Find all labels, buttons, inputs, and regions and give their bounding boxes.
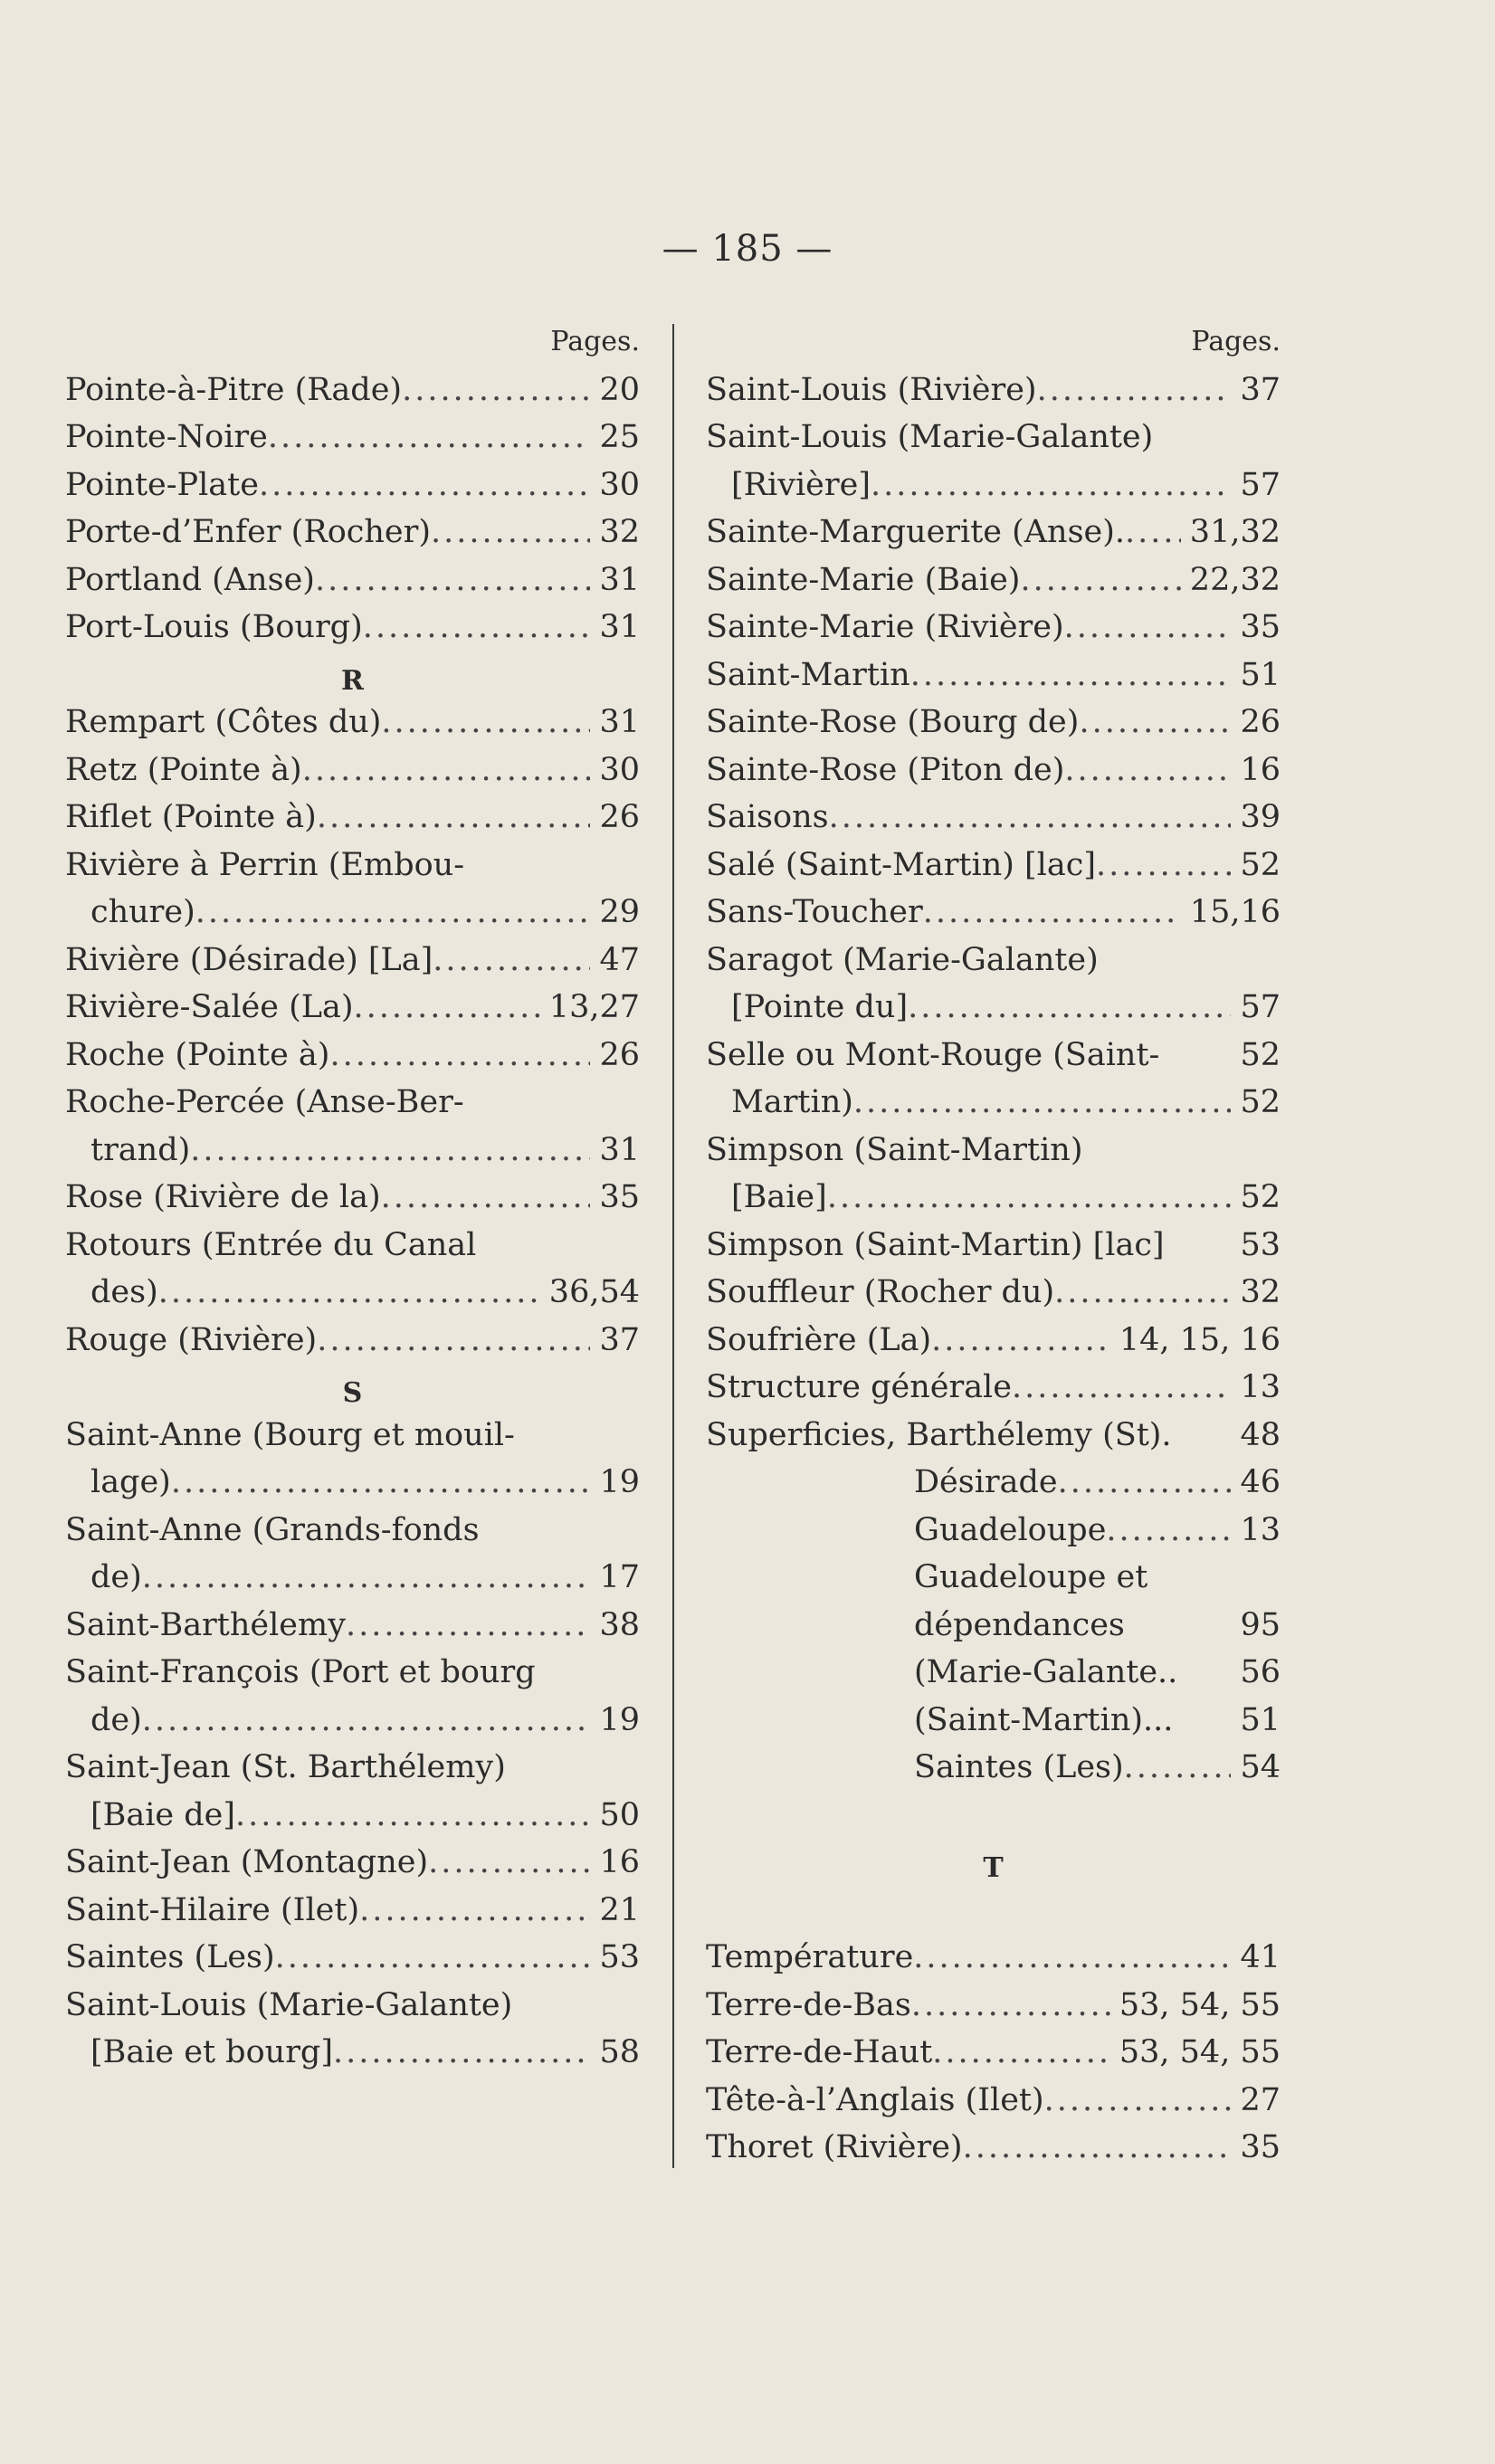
leader-dots: [1064, 604, 1232, 652]
entry-page-number: 53: [599, 1939, 640, 1975]
index-entry-line: Saint-Jean (St. Barthélemy): [65, 1749, 506, 1785]
pages-header: Pages.: [550, 326, 640, 357]
entry-page-number: 58: [599, 2034, 640, 2070]
entry-title: Rose (Rivière de la): [65, 1179, 381, 1215]
entry-title: Saint-Louis (Rivière): [706, 371, 1037, 408]
entry-title: Sans-Toucher: [706, 894, 923, 930]
entry-page-number: 13: [1240, 1369, 1281, 1405]
index-entry: [65, 1697, 640, 1745]
entry-title: trand): [90, 1131, 191, 1168]
leader-dots: [333, 2029, 590, 2077]
leader-dots: [931, 1317, 1110, 1365]
entry-page-number: 31: [599, 609, 640, 645]
index-entry: [65, 1887, 640, 1935]
entry-title: Saint-Martin: [706, 656, 910, 693]
index-entry: [706, 889, 1281, 937]
entry-title: Roche (Pointe à): [65, 1036, 330, 1073]
index-entry: [706, 1222, 1281, 1270]
index-entry: [706, 1079, 1281, 1127]
entry-title: Pointe-Noire: [65, 419, 268, 455]
entry-title: Température: [706, 1939, 914, 1975]
entry-page-number: 39: [1240, 799, 1281, 835]
entry-page-number: 36,54: [548, 1274, 640, 1310]
index-entry: [65, 794, 640, 842]
entry-title: Rivière-Salée (La): [65, 989, 354, 1025]
leader-dots: [1037, 366, 1232, 414]
entry-page-number: 21: [599, 1891, 640, 1928]
leader-dots: [963, 2124, 1232, 2172]
entry-page-number: 32: [1240, 1274, 1281, 1310]
entry-page-number: 48: [1240, 1416, 1281, 1453]
entry-page-number: 14, 15, 16: [1119, 1321, 1281, 1358]
index-entry: [706, 604, 1281, 652]
entry-page-number: 47: [599, 941, 640, 978]
entry-title: Guadeloupe: [914, 1511, 1107, 1548]
leader-dots: [1058, 1459, 1232, 1507]
entry-title: Rempart (Côtes du): [65, 704, 382, 740]
index-entry: [65, 1792, 640, 1840]
index-entry: [65, 1032, 640, 1080]
entry-title: Sainte-Marie (Rivière): [706, 609, 1064, 645]
entry-page-number: 31: [599, 561, 640, 598]
entry-page-number: 52: [1240, 1179, 1281, 1215]
entry-title: Saintes (Les): [914, 1749, 1124, 1785]
entry-page-number: 35: [599, 1179, 640, 1215]
index-entry: [65, 414, 640, 461]
leader-dots: [428, 1839, 590, 1887]
entry-page-number: 19: [599, 1701, 640, 1738]
index-entry: [65, 1459, 640, 1507]
index-entry: [706, 1649, 1281, 1697]
entry-page-number: 26: [599, 799, 640, 835]
leader-dots: [431, 509, 590, 557]
leader-dots: [346, 1602, 590, 1650]
entry-title: Martin): [731, 1084, 853, 1120]
entry-title: des): [90, 1274, 158, 1310]
index-entry: [65, 1317, 640, 1365]
entry-title: Terre-de-Bas: [706, 1986, 911, 2023]
index-entry: [706, 1364, 1281, 1412]
index-entry: [706, 1412, 1281, 1460]
leader-dots: [190, 1127, 590, 1175]
index-entry: [706, 1269, 1281, 1317]
entry-title: Soufrière (La): [706, 1321, 932, 1358]
entry-title: de): [90, 1701, 142, 1738]
index-entry: [706, 984, 1281, 1032]
entry-page-number: 29: [599, 894, 640, 930]
section-letter: S: [342, 1377, 363, 1409]
leader-dots: [913, 1934, 1231, 1982]
entry-page-number: 32: [599, 514, 640, 550]
entry-title: [Pointe du]: [731, 989, 909, 1025]
leader-dots: [871, 461, 1231, 509]
entry-title: Souffleur (Rocher du): [706, 1274, 1055, 1310]
index-entry-line: Rotours (Entrée du Canal: [65, 1226, 477, 1263]
leader-dots: [315, 557, 591, 604]
entry-title: dépendances: [914, 1606, 1125, 1643]
entry-page-number: 53, 54, 55: [1119, 2034, 1281, 2070]
entry-page-number: 95: [1240, 1606, 1281, 1643]
leader-dots: [142, 1697, 591, 1745]
entry-title: Pointe-Plate: [65, 466, 259, 503]
index-entry: [65, 699, 640, 747]
index-entry: [706, 1982, 1281, 2030]
entry-page-number: 20: [599, 371, 640, 408]
index-entry: [706, 1317, 1281, 1365]
leader-dots: [363, 604, 591, 652]
leader-dots: [1012, 1364, 1231, 1412]
entry-page-number: 54: [1240, 1749, 1281, 1785]
entry-page-number: 17: [599, 1559, 640, 1595]
entry-page-number: 37: [599, 1321, 640, 1358]
index-entry: [706, 1174, 1281, 1222]
entry-title: chure): [90, 894, 195, 930]
index-entry-line: Saint-Anne (Bourg et mouil-: [65, 1416, 515, 1453]
entry-page-number: 52: [1240, 1036, 1281, 1073]
column-divider: [672, 324, 674, 2168]
entry-title: Structure générale: [706, 1369, 1012, 1405]
entry-title: Selle ou Mont-Rouge (Saint-: [706, 1036, 1160, 1073]
leader-dots: [1044, 2077, 1232, 2125]
entry-title: Pointe-à-Pitre (Rade): [65, 371, 403, 408]
entry-title: [Baie et bourg]: [90, 2034, 333, 2070]
entry-page-number: 35: [1240, 609, 1281, 645]
entry-title: Port-Louis (Bourg): [65, 609, 363, 645]
leader-dots: [908, 984, 1231, 1032]
section-letter: R: [341, 664, 364, 697]
index-entry: [65, 937, 640, 985]
entry-page-number: 37: [1240, 371, 1281, 408]
section-letter: T: [983, 1852, 1004, 1884]
blank-line: [706, 1792, 1281, 1840]
entry-title: de): [90, 1559, 142, 1595]
leader-dots: [359, 1887, 590, 1935]
entry-page-number: 53: [1240, 1226, 1281, 1263]
index-entry-line: Saragot (Marie-Galante): [706, 941, 1099, 978]
leader-dots: [158, 1269, 540, 1317]
index-entry: [706, 794, 1281, 842]
entry-title: [Baie]: [731, 1179, 827, 1215]
index-entry-line: Simpson (Saint-Martin): [706, 1131, 1083, 1168]
index-entry: [65, 366, 640, 414]
entry-page-number: 25: [599, 419, 640, 455]
index-entry: [706, 1459, 1281, 1507]
leader-dots: [317, 1317, 590, 1365]
leader-dots: [142, 1554, 591, 1602]
leader-dots: [171, 1459, 591, 1507]
index-entry: [706, 652, 1281, 699]
entry-page-number: 57: [1240, 466, 1281, 503]
index-entry: [65, 1127, 640, 1175]
index-entry: [706, 366, 1281, 414]
entry-page-number: 16: [1240, 751, 1281, 788]
entry-page-number: 51: [1240, 656, 1281, 693]
leader-dots: [923, 889, 1181, 937]
index-entry: [65, 1554, 640, 1602]
entry-title: Tête-à-l’Anglais (Ilet): [706, 2081, 1044, 2118]
entry-title: Retz (Pointe à): [65, 751, 302, 788]
leader-dots: [910, 652, 1232, 699]
index-entry: [65, 1174, 640, 1222]
leader-dots: [1125, 509, 1181, 557]
index-entry-line: Rivière à Perrin (Embou-: [65, 846, 465, 883]
leader-dots: [853, 1079, 1232, 1127]
leader-dots: [317, 794, 591, 842]
entry-page-number: 52: [1240, 1084, 1281, 1120]
entry-page-number: 30: [599, 466, 640, 503]
leader-dots: [381, 1174, 591, 1222]
leader-dots: [354, 984, 540, 1032]
leader-dots: [381, 699, 590, 747]
index-entry: [706, 1507, 1281, 1555]
index-entry: [65, 1839, 640, 1887]
entry-title: [Baie de]: [90, 1796, 236, 1833]
index-entry: [65, 557, 640, 604]
index-entry: [706, 2124, 1281, 2172]
index-entry: [706, 557, 1281, 604]
entry-title: Rouge (Rivière): [65, 1321, 318, 1358]
index-entry: [65, 984, 640, 1032]
index-entry: [65, 509, 640, 557]
entry-page-number: 15,16: [1189, 894, 1281, 930]
entry-page-number: 31: [599, 704, 640, 740]
index-entry: [706, 699, 1281, 747]
index-entry: [706, 1934, 1281, 1982]
leader-dots: [829, 794, 1232, 842]
entry-page-number: 56: [1240, 1654, 1281, 1690]
index-entry: [65, 461, 640, 509]
entry-title: Riflet (Pointe à): [65, 799, 317, 835]
index-entry: [706, 747, 1281, 794]
leader-dots: [1106, 1507, 1231, 1555]
index-entry-line: Saint-Anne (Grands-fonds: [65, 1511, 480, 1548]
entry-page-number: 31: [599, 1131, 640, 1168]
page-number: — 185 —: [662, 228, 833, 270]
index-entry: [706, 1697, 1281, 1745]
entry-title: Rivière (Désirade) [La]: [65, 941, 433, 978]
entry-title: Désirade: [914, 1464, 1058, 1500]
entry-page-number: 27: [1240, 2081, 1281, 2118]
index-entry: [706, 842, 1281, 890]
leader-dots: [402, 366, 590, 414]
index-entry: [65, 889, 640, 937]
index-entry: [65, 1602, 640, 1650]
leader-dots: [302, 747, 591, 794]
entry-title: (Marie-Galante..: [914, 1654, 1178, 1690]
entry-title: Portland (Anse): [65, 561, 315, 598]
entry-page-number: 35: [1240, 2129, 1281, 2165]
entry-title: Saint-Hilaire (Ilet): [65, 1891, 360, 1928]
index-entry-line: Saint-Louis (Marie-Galante): [706, 419, 1154, 455]
leader-dots: [329, 1032, 590, 1080]
index-entry-line: Saint-François (Port et bourg: [65, 1654, 536, 1690]
leader-dots: [268, 414, 591, 461]
entry-page-number: 13: [1240, 1511, 1281, 1548]
entry-title: Sainte-Marie (Baie): [706, 561, 1021, 598]
entry-page-number: 31,32: [1189, 514, 1281, 550]
entry-title: [Rivière]: [731, 466, 871, 503]
index-entry-line: Roche-Percée (Anse-Ber-: [65, 1084, 464, 1120]
leader-dots: [195, 889, 591, 937]
entry-title: Saintes (Les): [65, 1939, 275, 1975]
leader-dots: [433, 937, 590, 985]
entry-title: Superficies, Barthélemy (St).: [706, 1416, 1172, 1453]
entry-title: Saint-Barthélemy: [65, 1606, 346, 1643]
index-entry-line: Guadeloupe et: [914, 1559, 1148, 1595]
index-column-right: [706, 319, 1281, 2172]
index-column-left: [65, 319, 640, 2077]
index-entry: [706, 1602, 1281, 1650]
entry-title: Simpson (Saint-Martin) [lac]: [706, 1226, 1165, 1263]
index-entry: [706, 2029, 1281, 2077]
index-entry: [65, 747, 640, 794]
entry-title: Thoret (Rivière): [706, 2129, 963, 2165]
leader-dots: [1064, 747, 1231, 794]
entry-title: Saint-Jean (Montagne): [65, 1844, 429, 1880]
leader-dots: [1124, 1744, 1232, 1792]
entry-page-number: 16: [599, 1844, 640, 1880]
entry-title: Salé (Saint-Martin) [lac]: [706, 846, 1096, 883]
pages-header: Pages.: [1191, 326, 1281, 357]
entry-page-number: 50: [599, 1796, 640, 1833]
entry-title: Terre-de-Haut: [706, 2034, 933, 2070]
index-entry: [706, 2077, 1281, 2125]
entry-page-number: 38: [599, 1606, 640, 1643]
index-entry-line: Saint-Louis (Marie-Galante): [65, 1986, 513, 2023]
entry-title: Sainte-Rose (Bourg de): [706, 704, 1080, 740]
entry-page-number: 19: [599, 1464, 640, 1500]
leader-dots: [911, 1982, 1110, 2030]
index-entry: [706, 509, 1281, 557]
index-entry: [65, 1934, 640, 1982]
entry-page-number: 13,27: [548, 989, 640, 1025]
entry-page-number: 26: [1240, 704, 1281, 740]
entry-page-number: 53, 54, 55: [1119, 1986, 1281, 2023]
entry-page-number: 46: [1240, 1464, 1281, 1500]
blank-line: [706, 1887, 1281, 1935]
leader-dots: [235, 1792, 590, 1840]
leader-dots: [259, 461, 591, 509]
leader-dots: [827, 1174, 1232, 1222]
index-entry: [706, 461, 1281, 509]
index-entry: [65, 1269, 640, 1317]
entry-page-number: 51: [1240, 1701, 1281, 1738]
entry-page-number: 26: [599, 1036, 640, 1073]
entry-page-number: 22,32: [1189, 561, 1281, 598]
index-entry: [706, 1744, 1281, 1792]
entry-title: lage): [90, 1464, 171, 1500]
leader-dots: [932, 2029, 1110, 2077]
index-entry: [65, 2029, 640, 2077]
entry-title: Porte-d’Enfer (Rocher): [65, 514, 432, 550]
index-entry: [706, 1032, 1281, 1080]
leader-dots: [275, 1934, 591, 1982]
entry-page-number: 57: [1240, 989, 1281, 1025]
entry-title: Sainte-Rose (Piton de): [706, 751, 1065, 788]
entry-title: (Saint-Martin)...: [914, 1701, 1174, 1738]
entry-title: Sainte-Marguerite (Anse).: [706, 514, 1126, 550]
leader-dots: [1079, 699, 1231, 747]
leader-dots: [1096, 842, 1231, 890]
leader-dots: [1054, 1269, 1231, 1317]
entry-page-number: 52: [1240, 846, 1281, 883]
index-entry: [65, 604, 640, 652]
entry-page-number: 41: [1240, 1939, 1281, 1975]
entry-page-number: 30: [599, 751, 640, 788]
entry-title: Saisons: [706, 799, 829, 835]
leader-dots: [1020, 557, 1180, 604]
